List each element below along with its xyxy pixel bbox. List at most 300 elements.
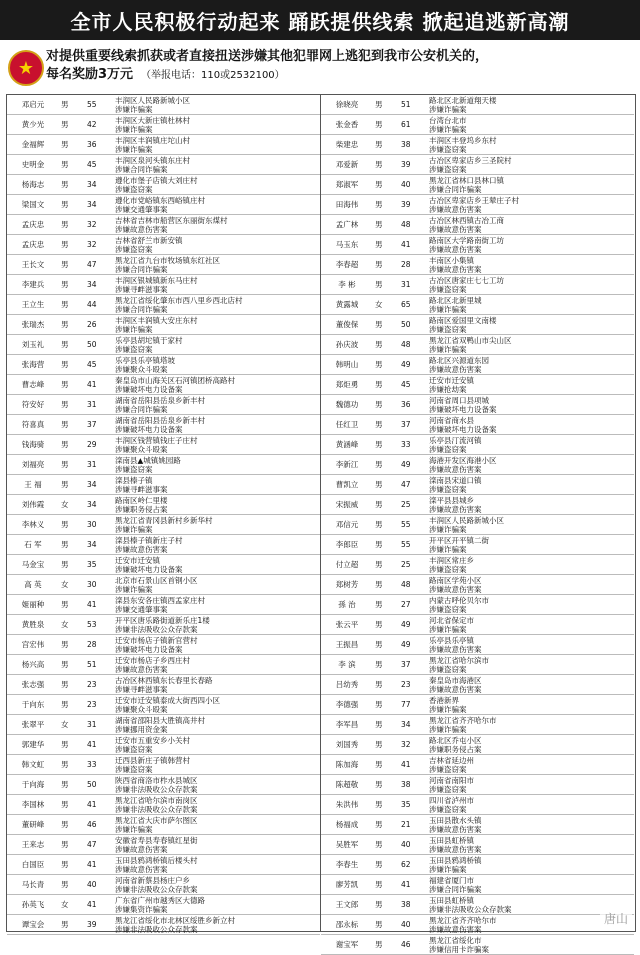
- table-row: [321, 355, 634, 375]
- person-sex: 女: [375, 300, 383, 309]
- person-age: 51: [87, 660, 97, 669]
- person-name: 姬丽种: [21, 600, 45, 609]
- table-row: [7, 335, 320, 355]
- right-column: [321, 95, 634, 954]
- person-case: 涉嫌故意伤害案: [429, 845, 482, 854]
- person-age: 61: [401, 120, 411, 129]
- person-address: 迁安市迁安镇泰成大街西四小区: [115, 696, 220, 705]
- person-case: 涉嫌寻衅滋事案: [115, 285, 168, 294]
- person-age: 55: [401, 540, 411, 549]
- person-address: 黑龙江省哈尔滨市南岗区: [115, 796, 198, 805]
- person-address: 丰润区丰润镇大安庄东村: [115, 316, 198, 325]
- person-sex: 男: [375, 680, 383, 689]
- person-case: 涉嫌破坏电力设备案: [429, 425, 497, 434]
- table-row: [321, 755, 634, 775]
- person-name: 刘国秀: [335, 740, 359, 749]
- intro-line-2: [46, 66, 636, 85]
- person-case: 涉嫌盗窃案: [429, 445, 467, 454]
- person-name: 石 军: [24, 540, 42, 549]
- person-name: 郭建华: [21, 740, 45, 749]
- person-name: 李新江: [335, 460, 359, 469]
- person-case: 涉嫌诈骗案: [115, 525, 153, 534]
- person-address: 乐亭县汀流河镇: [429, 436, 482, 445]
- table-row: [321, 535, 634, 555]
- person-sex: 男: [61, 760, 69, 769]
- person-age: 41: [87, 600, 97, 609]
- table-row: [321, 475, 634, 495]
- person-case: 涉嫌非法吸收公众存款案: [115, 785, 198, 794]
- person-address: 丰润区人民路新城小区: [429, 516, 504, 525]
- person-name: 柴建忠: [335, 140, 359, 149]
- person-case: 涉嫌故意伤害案: [115, 225, 168, 234]
- person-sex: 男: [61, 860, 69, 869]
- person-case: 涉嫌寻衅滋事案: [115, 485, 168, 494]
- person-name: 黄露城: [335, 300, 359, 309]
- person-name: 王立生: [21, 300, 45, 309]
- person-address: 迁安市迁安镇: [429, 376, 474, 385]
- person-sex: 男: [375, 720, 383, 729]
- person-sex: 男: [61, 160, 69, 169]
- person-age: 49: [401, 620, 411, 629]
- person-name: 宋振威: [335, 500, 359, 509]
- person-age: 45: [401, 380, 411, 389]
- person-case: 涉嫌盗窃案: [429, 165, 467, 174]
- person-name: 田海伟: [335, 200, 359, 209]
- person-case: 涉嫌非法吸收公众存款案: [115, 925, 198, 934]
- person-address: 丰润区丰润镇庄坨山村: [115, 136, 190, 145]
- person-name: 廖芳凯: [335, 880, 359, 889]
- person-address: 吉林省吉林市船营区东丽街东煤村: [115, 216, 228, 225]
- person-sex: 男: [61, 780, 69, 789]
- person-age: 41: [401, 240, 411, 249]
- person-address: 内蒙古呼伦贝尔市: [429, 596, 489, 605]
- person-address: 路北区兴源道东园: [429, 356, 489, 365]
- person-address: 滦县榛子镇: [115, 476, 153, 485]
- table-row: [7, 295, 320, 315]
- person-sex: 男: [375, 660, 383, 669]
- person-name: 高 英: [24, 580, 42, 589]
- table-row: [7, 475, 320, 495]
- person-name: 梁国文: [21, 200, 45, 209]
- person-name: 李国林: [21, 800, 45, 809]
- person-address: 路南区学苑小区: [429, 576, 482, 585]
- person-sex: 男: [375, 840, 383, 849]
- person-address: 黑龙江省齐齐哈尔市: [429, 716, 497, 725]
- person-name: 邵永标: [335, 920, 359, 929]
- person-age: 40: [87, 880, 97, 889]
- person-address: 丰润区常庄乡: [429, 556, 474, 565]
- person-case: 涉嫌故意伤害案: [429, 205, 482, 214]
- person-address: 滦南县宋道口镇: [429, 476, 482, 485]
- person-case: 涉嫌故意伤害案: [115, 845, 168, 854]
- person-name: 李春生: [335, 860, 359, 869]
- person-address: 丰南区小集镇: [429, 256, 474, 265]
- person-sex: 男: [375, 260, 383, 269]
- person-name: 马长青: [21, 880, 45, 889]
- person-age: 50: [401, 320, 411, 329]
- person-address: 乐亭县乐亭镇塔坡: [115, 356, 175, 365]
- person-case: 涉嫌非法吸收公众存款案: [115, 885, 198, 894]
- person-sex: 男: [61, 740, 69, 749]
- person-sex: 男: [375, 120, 383, 129]
- table-row: [321, 875, 634, 895]
- table-row: [7, 115, 320, 135]
- person-address: 遵化市堡子店镇大刘庄村: [115, 176, 198, 185]
- person-name: 朱洪伟: [335, 800, 359, 809]
- person-case: 涉嫌诈骗案: [429, 125, 467, 134]
- person-address: 乐亭县乐亭镇: [429, 636, 474, 645]
- table-row: [321, 835, 634, 855]
- person-address: 迁安市杨店子镇新官营村: [115, 636, 198, 645]
- person-address: 乐亭县胡坨镇于家村: [115, 336, 183, 345]
- person-age: 41: [87, 380, 97, 389]
- person-case: 涉嫌盗窃案: [429, 785, 467, 794]
- person-age: 45: [87, 360, 97, 369]
- person-name: 任红卫: [335, 420, 359, 429]
- person-name: 张志强: [21, 680, 45, 689]
- person-sex: 男: [375, 320, 383, 329]
- person-sex: 男: [61, 640, 69, 649]
- table-row: [321, 615, 634, 635]
- person-address: 北京市石景山区首钢小区: [115, 576, 198, 585]
- person-address: 路北区乔屯小区: [429, 736, 482, 745]
- table-row: [7, 495, 320, 515]
- table-row: [7, 455, 320, 475]
- person-age: 41: [401, 880, 411, 889]
- person-age: 41: [87, 860, 97, 869]
- person-sex: 男: [61, 520, 69, 529]
- person-sex: 男: [375, 640, 383, 649]
- person-address: 秦皇岛市海港区: [429, 676, 482, 685]
- person-case: 涉嫌破坏电力设备案: [115, 645, 183, 654]
- person-sex: 男: [61, 920, 69, 929]
- table-row: [7, 375, 320, 395]
- table-row: [321, 155, 634, 175]
- person-case: 涉嫌诈骗案: [429, 105, 467, 114]
- table-row: [7, 135, 320, 155]
- person-age: 37: [87, 420, 97, 429]
- person-name: 马玉东: [335, 240, 359, 249]
- table-row: [7, 175, 320, 195]
- table-row: [7, 735, 320, 755]
- person-sex: 男: [375, 400, 383, 409]
- person-address: 滦县榛子镇新庄子村: [115, 536, 183, 545]
- person-sex: 男: [375, 500, 383, 509]
- person-age: 53: [87, 620, 97, 629]
- person-address: 迁安市迁安镇: [115, 556, 160, 565]
- person-name: 符喜真: [21, 420, 45, 429]
- person-sex: 男: [61, 880, 69, 889]
- person-case: 涉嫌寻衅滋事案: [115, 685, 168, 694]
- table-row: [7, 95, 320, 115]
- person-name: 于向东: [21, 700, 45, 709]
- table-row: [321, 515, 634, 535]
- person-age: 55: [401, 520, 411, 529]
- person-age: 42: [87, 120, 97, 129]
- person-address: 黑龙江省绥化市: [429, 936, 482, 945]
- person-sex: 男: [375, 220, 383, 229]
- person-sex: 男: [375, 780, 383, 789]
- person-case: 涉嫌合同诈骗案: [115, 165, 168, 174]
- person-name: 吴胜军: [335, 840, 359, 849]
- person-sex: 男: [375, 420, 383, 429]
- person-address: 路南区岭仁里楼: [115, 496, 168, 505]
- person-sex: 男: [61, 560, 69, 569]
- person-sex: 男: [61, 380, 69, 389]
- person-age: 50: [87, 340, 97, 349]
- person-name: 杨福成: [335, 820, 359, 829]
- person-case: 涉嫌诈骗案: [115, 105, 153, 114]
- person-name: 张金香: [335, 120, 359, 129]
- person-age: 33: [87, 760, 97, 769]
- person-name: 孟广林: [335, 220, 359, 229]
- person-case: 涉嫌诈骗案: [429, 625, 467, 634]
- table-row: [321, 695, 634, 715]
- person-address: 遵化市党峪镇东西峪镇庄村: [115, 196, 205, 205]
- person-age: 34: [87, 500, 97, 509]
- person-name: 徐晓亮: [335, 100, 359, 109]
- person-sex: 男: [61, 180, 69, 189]
- person-age: 30: [87, 580, 97, 589]
- person-case: 涉嫌诈骗案: [115, 145, 153, 154]
- person-name: 李军昌: [335, 720, 359, 729]
- person-address: 黑龙江省双鸭山市尖山区: [429, 336, 512, 345]
- person-name: 曹志峰: [21, 380, 45, 389]
- person-age: 46: [87, 820, 97, 829]
- person-address: 湖南省岳阳县岳泉乡新丰村: [115, 416, 205, 425]
- person-age: 35: [87, 560, 97, 569]
- person-age: 41: [87, 900, 97, 909]
- person-address: 滦南县▲城镇姚园路: [115, 456, 181, 465]
- person-sex: 男: [375, 600, 383, 609]
- person-sex: 男: [375, 200, 383, 209]
- person-name: 李林义: [21, 520, 45, 529]
- table-row: [321, 495, 634, 515]
- person-age: 32: [87, 240, 97, 249]
- person-case: 涉嫌职务侵占案: [115, 505, 168, 514]
- table-row: [321, 915, 634, 935]
- person-address: 路北区北新道翔天楼: [429, 96, 497, 105]
- person-case: 涉嫌盗窃案: [429, 805, 467, 814]
- table-row: [321, 375, 634, 395]
- person-age: 49: [401, 460, 411, 469]
- person-age: 29: [87, 440, 97, 449]
- table-row: [321, 895, 634, 915]
- table-row: [321, 555, 634, 575]
- person-address: 黑龙江省大庆市萨尔图区: [115, 816, 198, 825]
- person-name: 陈加海: [335, 760, 359, 769]
- police-emblem-icon: ★: [8, 50, 44, 86]
- person-sex: 男: [61, 340, 69, 349]
- person-case: 涉嫌故意伤害案: [115, 545, 168, 554]
- person-address: 玉田县鸦鸿桥镇后楼头村: [115, 856, 198, 865]
- person-case: 涉嫌诈骗案: [115, 585, 153, 594]
- person-name: 李 滨: [338, 660, 356, 669]
- person-age: 31: [87, 400, 97, 409]
- person-name: 孙英飞: [21, 900, 45, 909]
- person-age: 47: [87, 840, 97, 849]
- person-case: 涉嫌聚众斗殴案: [115, 365, 168, 374]
- person-case: 涉嫌故意伤害案: [429, 245, 482, 254]
- banner-title: 全市人民积极行动起来 踊跃提供线索 掀起追逃新高潮: [70, 9, 570, 34]
- person-address: 广东省广州市越秀区大德路: [115, 896, 205, 905]
- person-case: 涉嫌故意伤害案: [429, 265, 482, 274]
- person-sex: 男: [61, 480, 69, 489]
- person-name: 吕幼秀: [335, 680, 359, 689]
- person-case: 涉嫌破坏电力设备案: [115, 565, 183, 574]
- table-row: [7, 795, 320, 815]
- person-name: 宫宏伟: [21, 640, 45, 649]
- person-case: 涉嫌破坏电力设备案: [115, 425, 183, 434]
- table-row: [321, 675, 634, 695]
- person-case: 涉嫌诈骗案: [429, 725, 467, 734]
- person-address: 福建省厦门市: [429, 876, 474, 885]
- person-sex: 男: [61, 240, 69, 249]
- person-case: 涉嫌故意伤害案: [115, 665, 168, 674]
- person-address: 黑龙江省九台市牧场镇东红社区: [115, 256, 220, 265]
- table-row: [7, 595, 320, 615]
- person-age: 25: [401, 500, 411, 509]
- person-sex: 男: [61, 820, 69, 829]
- person-age: 36: [87, 140, 97, 149]
- table-row: [321, 855, 634, 875]
- person-case: 涉嫌故意伤害案: [429, 925, 482, 934]
- person-age: 32: [87, 220, 97, 229]
- person-name: 陈超敬: [335, 780, 359, 789]
- person-case: 涉嫌破坏电力设备案: [115, 385, 183, 394]
- person-address: 迁西县新庄子镇韩营村: [115, 756, 190, 765]
- person-case: 涉嫌非法吸收公众存款案: [115, 625, 198, 634]
- person-case: 涉嫌盗窃案: [429, 285, 467, 294]
- intro-text: [46, 48, 636, 85]
- person-name: 曹凯立: [335, 480, 359, 489]
- person-sex: 男: [61, 280, 69, 289]
- person-age: 47: [401, 480, 411, 489]
- person-sex: 男: [375, 540, 383, 549]
- person-case: 涉嫌挪用资金案: [115, 725, 168, 734]
- person-address: 路北区北新里城: [429, 296, 482, 305]
- person-case: 涉嫌盗窃案: [115, 185, 153, 194]
- person-case: 涉嫌故意伤害案: [429, 825, 482, 834]
- table-row: [321, 435, 634, 455]
- person-name: 李 彬: [338, 280, 356, 289]
- fugitive-table: [6, 94, 636, 954]
- person-case: 涉嫌盗窃案: [429, 485, 467, 494]
- person-case: 涉嫌盗窃案: [429, 665, 467, 674]
- person-case: 涉嫌故意伤害案: [429, 585, 482, 594]
- table-row: [321, 595, 634, 615]
- table-row: [321, 795, 634, 815]
- person-age: 41: [87, 800, 97, 809]
- watermark: 唐山: [600, 909, 632, 928]
- person-case: 涉嫌盗窃案: [115, 765, 153, 774]
- person-sex: 男: [375, 740, 383, 749]
- person-age: 31: [87, 720, 97, 729]
- person-sex: 男: [375, 280, 383, 289]
- person-case: 涉嫌诈骗案: [429, 865, 467, 874]
- person-age: 34: [401, 720, 411, 729]
- person-sex: 男: [61, 540, 69, 549]
- person-age: 25: [401, 560, 411, 569]
- person-sex: 男: [375, 520, 383, 529]
- table-row: [7, 855, 320, 875]
- person-name: 孟庆忠: [21, 220, 45, 229]
- table-row: [7, 215, 320, 235]
- person-age: 41: [401, 760, 411, 769]
- table-row: [7, 755, 320, 775]
- person-name: 郑树芳: [335, 580, 359, 589]
- person-address: 安徽省寿县寿春镇红星街: [115, 836, 198, 845]
- person-age: 23: [401, 680, 411, 689]
- person-case: 涉嫌职务侵占案: [429, 745, 482, 754]
- person-sex: 男: [375, 860, 383, 869]
- person-age: 34: [87, 200, 97, 209]
- table-row: [7, 715, 320, 735]
- table-row: [321, 635, 634, 655]
- person-address: 玉田县虹桥镇: [429, 896, 474, 905]
- person-name: 孫 治: [338, 600, 356, 609]
- table-row: [321, 715, 634, 735]
- table-row: [7, 195, 320, 215]
- intro-line-1: 对提供重要线索抓获或者直接扭送涉嫌其他犯罪网上逃犯到我市公安机关的，: [46, 49, 489, 64]
- person-address: 黑龙江省哈尔滨市: [429, 656, 489, 665]
- person-case: 涉嫌合同诈骗案: [115, 265, 168, 274]
- person-address: 香港新界: [429, 696, 459, 705]
- table-row: [321, 815, 634, 835]
- person-name: 谢宝军: [335, 940, 359, 949]
- person-age: 27: [401, 600, 411, 609]
- person-name: 钱海骑: [21, 440, 45, 449]
- person-sex: 男: [375, 240, 383, 249]
- reward-text: 每名奖励3万元: [46, 67, 134, 82]
- table-row: [7, 255, 320, 275]
- person-address: 海港开发区海港小区: [429, 456, 497, 465]
- table-row: [7, 815, 320, 835]
- person-sex: 男: [375, 700, 383, 709]
- person-address: 丰润区泉河头镇东庄村: [115, 156, 190, 165]
- person-name: 魏德功: [335, 400, 359, 409]
- person-address: 玉田县散水头镇: [429, 816, 482, 825]
- person-name: 李郎臣: [335, 540, 359, 549]
- person-address: 河北省保定市: [429, 616, 474, 625]
- table-row: [321, 575, 634, 595]
- person-sex: 男: [375, 440, 383, 449]
- intro-section: [0, 40, 640, 92]
- person-case: 涉嫌集资诈骗案: [115, 905, 168, 914]
- table-row: [7, 535, 320, 555]
- table-row: [321, 115, 634, 135]
- table-row: [321, 195, 634, 215]
- person-age: 41: [87, 740, 97, 749]
- person-address: 河南省南阳市: [429, 776, 474, 785]
- person-sex: 男: [61, 400, 69, 409]
- table-row: [7, 575, 320, 595]
- person-case: 涉嫌盗窃案: [429, 765, 467, 774]
- person-address: 湖南省岳阳县岳泉乡新丰村: [115, 396, 205, 405]
- person-age: 23: [87, 680, 97, 689]
- person-age: 51: [401, 100, 411, 109]
- person-address: 古冶区唐家庄七七工坊: [429, 276, 504, 285]
- person-address: 古冶区卑家店乡三圣院村: [429, 156, 512, 165]
- table-row: [7, 635, 320, 655]
- person-case: 涉嫌诈骗案: [429, 305, 467, 314]
- person-age: 40: [401, 920, 411, 929]
- table-row: [321, 215, 634, 235]
- person-age: 40: [401, 180, 411, 189]
- person-address: 开平区开平镇二街: [429, 536, 489, 545]
- table-row: [321, 935, 634, 955]
- person-name: 孟庆忠: [21, 240, 45, 249]
